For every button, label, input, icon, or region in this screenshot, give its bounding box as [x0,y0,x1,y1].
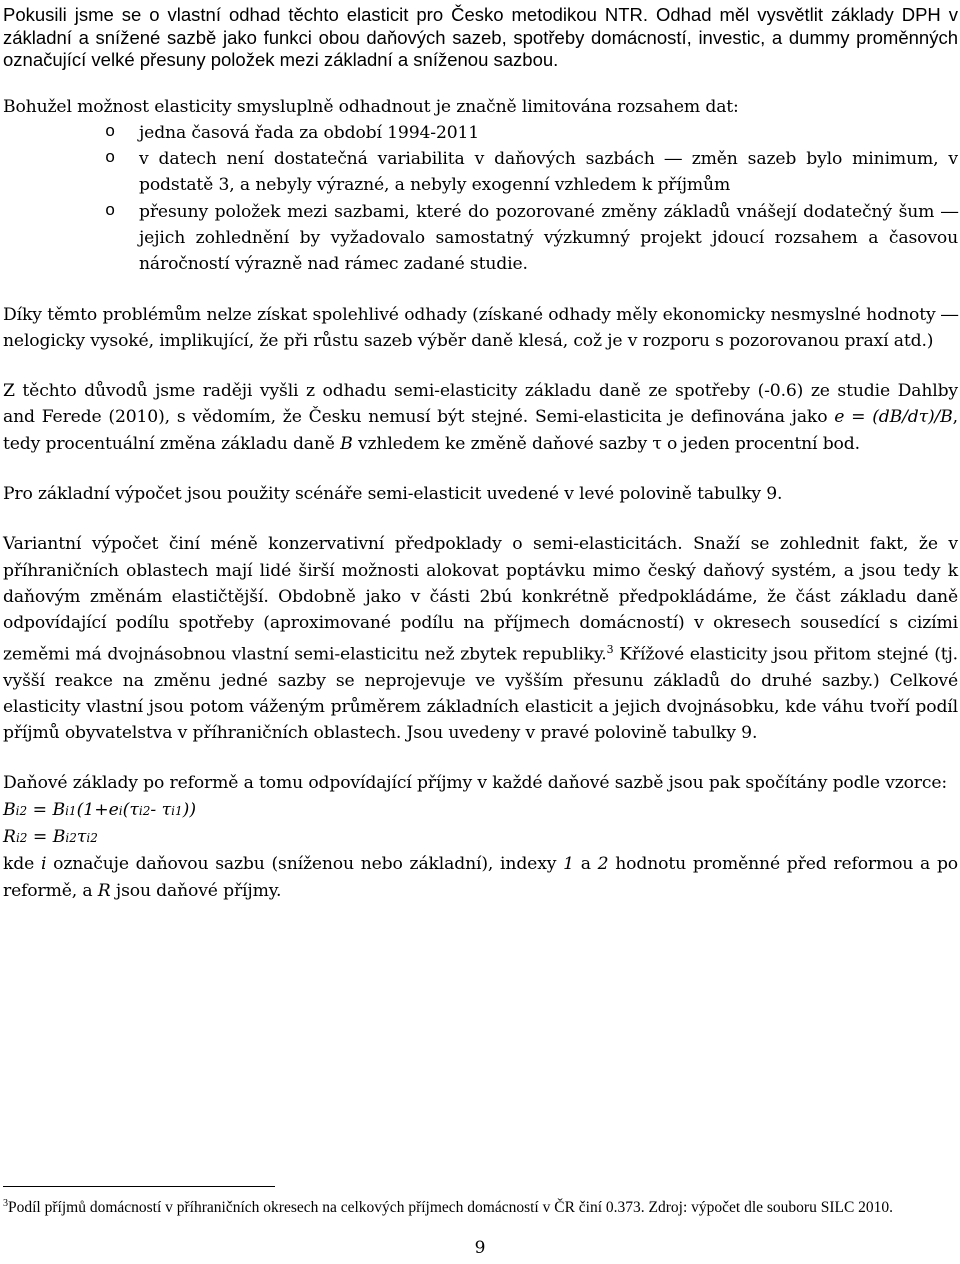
footnote [3,1192,958,1219]
formula-subscript: i2 [138,803,151,818]
text-run: Křížové elasticity jsou přitom stejné (tj. vyšší reakce na změnu jedné sazby se neprojevuje ve vyšším přesunu základů do druhé sazby.) Celkové elasticity vlastní jsou potom váženým průměrem základních elasticit a jejich dvojnásobku, kde váhu tvoří podíl příjmů obyvatelstva v příhraničních oblastech. Jsou uvedeny v pravé polovině tabulky 9. [3,644,958,744]
formula-symbol: = [27,799,53,820]
variable-r: R [97,880,111,901]
page-number: 9 [474,1238,486,1258]
text-run: vzhledem ke změně daňové sazby τ o jeden procentní bod. [352,433,860,454]
text-run: označuje daňovou sazbu (sníženou nebo základní), indexy [46,854,564,875]
formula-subscript: i [118,803,123,818]
list-item-text: přesuny položek mezi sazbami, které do pozorované změny základů vnášejí dodatečný šum ― jejich zohlednění by vyžadovalo samostatný výzkumný projekt jdoucí rozsahem a časovou náročností výrazně nad rámec zadané studie. [139,201,958,275]
paragraph-data-limits-intro: Bohužel možnost elasticity smysluplně odhadnout je značně limitována rozsahem dat: [3,96,739,117]
footnote-number: 3 [3,1198,8,1209]
footnote-reference[interactable]: 3 [606,642,614,656]
paragraph-formula-explanation [3,851,958,904]
text-run: jsou daňové příjmy. [110,880,282,901]
formula-symbol: R [3,827,16,848]
bullet-marker: o [105,201,116,221]
bullet-marker: o [105,122,116,142]
formula-subscript: i2 [86,831,98,846]
text-run: Variantní výpočet činí méně konzervativní předpoklady o semi-elasticitách. Snaží se zohlednit fakt, že v příhraničních oblastech mají lidé širší možnosti alokovat poptávku mimo český daňový systém, a jsou tedy k daňovým změnám elastičtější. Obdobně jako v části 2bú konkrétně předpokládáme, že část základu daně odpovídající podílu spotřeby (aproximované podílu na příjmech domácností) v okresech sousedící s cizími zeměmi má dvojnásobnou vlastní semi-elasticitu než zbytek republiky. [3,534,958,665]
paragraph-base-scenario: Pro základní výpočet jsou použity scénáře semi-elasticit uvedené v levé polovině tabulky 9. [3,484,783,505]
formula-symbol: B [52,799,66,820]
semi-elasticity-formula: e = (dB/dτ)/B [834,407,953,428]
formula-subscript: i1 [171,803,183,818]
paragraph-estimate-problems: Díky těmto problémům nelze získat spolehlivé odhady (získané odhady měly ekonomicky nesmyslné hodnoty ― nelogicky vysoké, implikující, že při růstu sazeb výběr daně klesá, což je v rozporu s pozorovanou praxí atd.) [3,304,958,351]
paragraph-tax-bases: Daňové základy po reformě a tomu odpovídající příjmy v každé daňové sazbě jsou pak spočítány podle vzorce: [3,773,948,794]
formula-symbol: - τ [150,799,172,820]
formula-symbol: τ [76,827,87,848]
variable-i: i [40,854,47,875]
text-run: hodnotu proměnné před reformou a po reformě, a [3,854,958,901]
paragraph-semi-elasticity [3,378,958,457]
formula-symbol: B [3,799,16,820]
paragraph-ntr-estimate: Pokusili jsme se o vlastní odhad těchto elasticit pro Česko metodikou NTR. Odhad měl vysvětlit základy DPH v základní a snížené sazbě jako funkci obou daňových sazeb, spotřeby domácností, investic, a dummy proměnných označující velké přesuny položek mezi základní a sníženou sazbou. [3,4,958,70]
list-item [3,199,958,278]
formula-symbol: B [52,827,66,848]
list-item [3,120,958,146]
paragraph-variant-calculation [3,531,958,746]
text-run: a [573,854,598,875]
footnote-divider [3,1186,275,1187]
formula-revenue [3,824,958,851]
formula-subscript: i2 [15,803,28,818]
formula-subscript: i1 [65,803,77,818]
list-item [3,146,958,199]
formula-symbol: (τ [122,799,139,820]
text-run: , tedy procentuální změna základu daně [3,407,958,454]
formula-symbol: = [27,827,53,848]
index-1: 1 [563,854,574,875]
limitations-list [3,120,958,278]
formula-symbol: (1+ [76,799,109,820]
list-item-text: jedna časová řada za období 1994-2011 [139,122,480,143]
variable-b: B [340,433,353,454]
text-run: kde [3,854,41,875]
formula-subscript: i2 [15,831,28,846]
text-run: Z těchto důvodů jsme raději vyšli z odhadu semi-elasticity základu daně ze spotřeby (-0.6) ze studie Dahlby and Ferede (2010), s vědomím, že Česku nemusí být stejné. Semi-elasticita je definována jako [3,381,958,428]
formula-symbol: )) [182,799,197,820]
bullet-marker: o [105,149,116,169]
formula-symbol: e [108,799,119,820]
footnote-text: Podíl příjmů domácností v příhraničních okresech na celkových příjmech domácností v ČR činí 0.373. Zdroj: výpočet dle souboru SILC 2010. [8,1199,894,1217]
list-item-text: v datech není dostatečná variabilita v daňových sazbách ― změn sazeb bylo minimum, v podstatě 3, a nebyly výrazné, a nebyly exogenní vzhledem k příjmům [139,149,958,196]
formula-base [3,797,958,824]
index-2: 2 [597,854,609,875]
formula-subscript: i2 [65,831,77,846]
